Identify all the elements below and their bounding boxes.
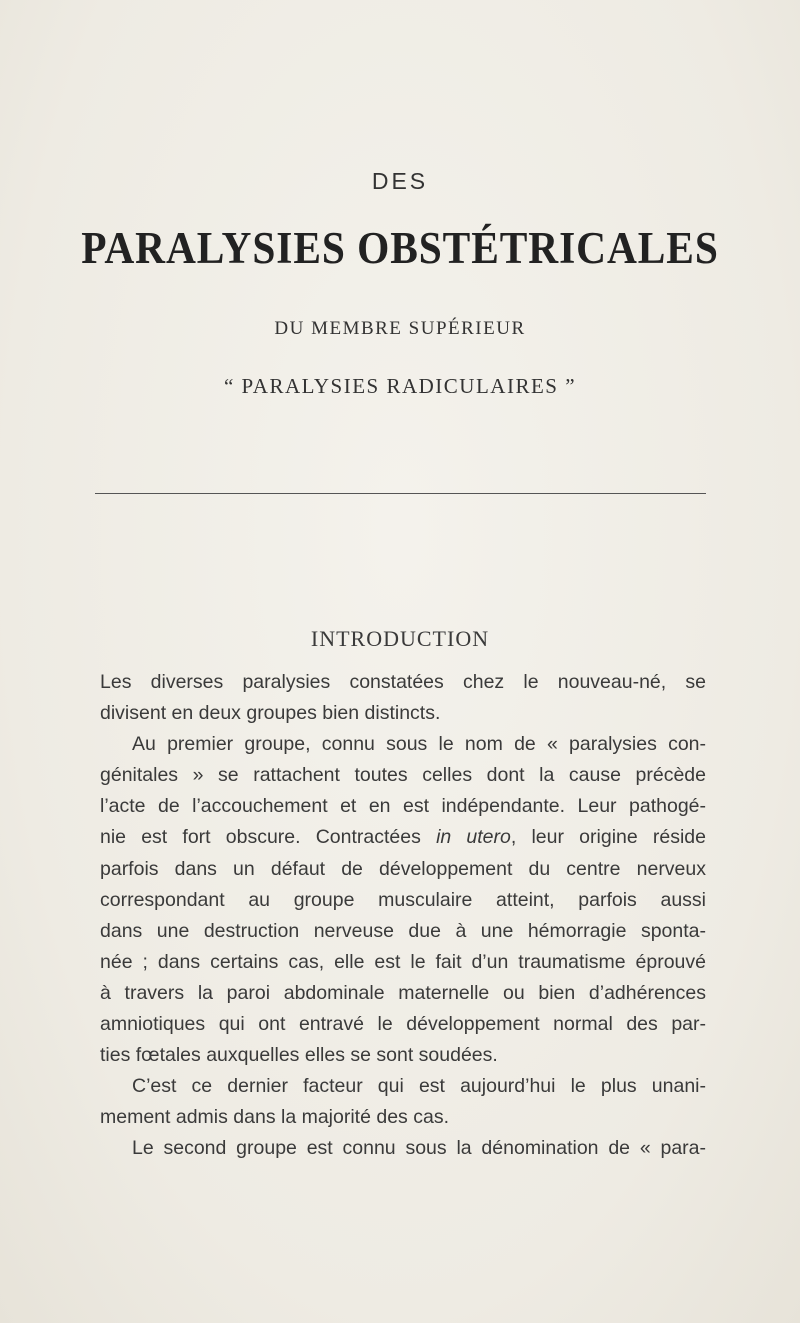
text-line: mement admis dans la majorité des cas. <box>100 1106 449 1129</box>
italic-phrase: in utero <box>436 826 511 849</box>
text-line: Les diverses paralysies constatées chez le nouveau-né, se <box>100 671 706 693</box>
document-subtitle-quoted: “ PARALYSIES RADICULAIRES ” <box>223 374 577 398</box>
text-line: génitales » se rattachent toutes celles dont la cause précède <box>100 764 706 787</box>
text-line <box>100 822 706 853</box>
text-line: ties fœtales auxquelles elles se sont soudées. <box>100 1044 498 1067</box>
horizontal-rule <box>95 493 706 494</box>
document-subtitle: DU MEMBRE SUPÉRIEUR <box>274 318 526 339</box>
text-segment: nie est fort obscure. Contractées <box>100 826 421 849</box>
section-heading: INTRODUCTION <box>310 626 490 651</box>
text-line: Le second groupe est connu sous la dénomination de « para- <box>132 1137 706 1160</box>
text-line: l’acte de l’accouchement et en est indépendante. Leur pathogé- <box>100 795 706 818</box>
text-line: Au premier groupe, connu sous le nom de « paralysies con- <box>132 733 706 756</box>
title-prefix: DES <box>371 168 429 194</box>
text-line: divisent en deux groupes bien distincts. <box>100 702 441 725</box>
body-text <box>100 667 706 1165</box>
text-line: amniotiques qui ont entravé le développement normal des par- <box>100 1013 706 1036</box>
text-line: correspondant au groupe musculaire atteint, parfois aussi <box>100 888 706 911</box>
text-line: née ; dans certains cas, elle est le fait d’un traumatisme éprouvé <box>100 950 706 973</box>
text-line: dans une destruction nerveuse due à une hémorragie sponta- <box>100 919 706 942</box>
text-line: à travers la paroi abdominale maternelle ou bien d’adhérences <box>100 981 706 1004</box>
document-title: PARALYSIES OBSTÉTRICALES <box>81 223 719 273</box>
text-segment: , leur origine réside <box>510 826 707 849</box>
text-line: parfois dans un défaut de développement du centre nerveux <box>100 857 706 880</box>
text-line: C’est ce dernier facteur qui est aujourd’hui le plus unani- <box>132 1075 706 1098</box>
